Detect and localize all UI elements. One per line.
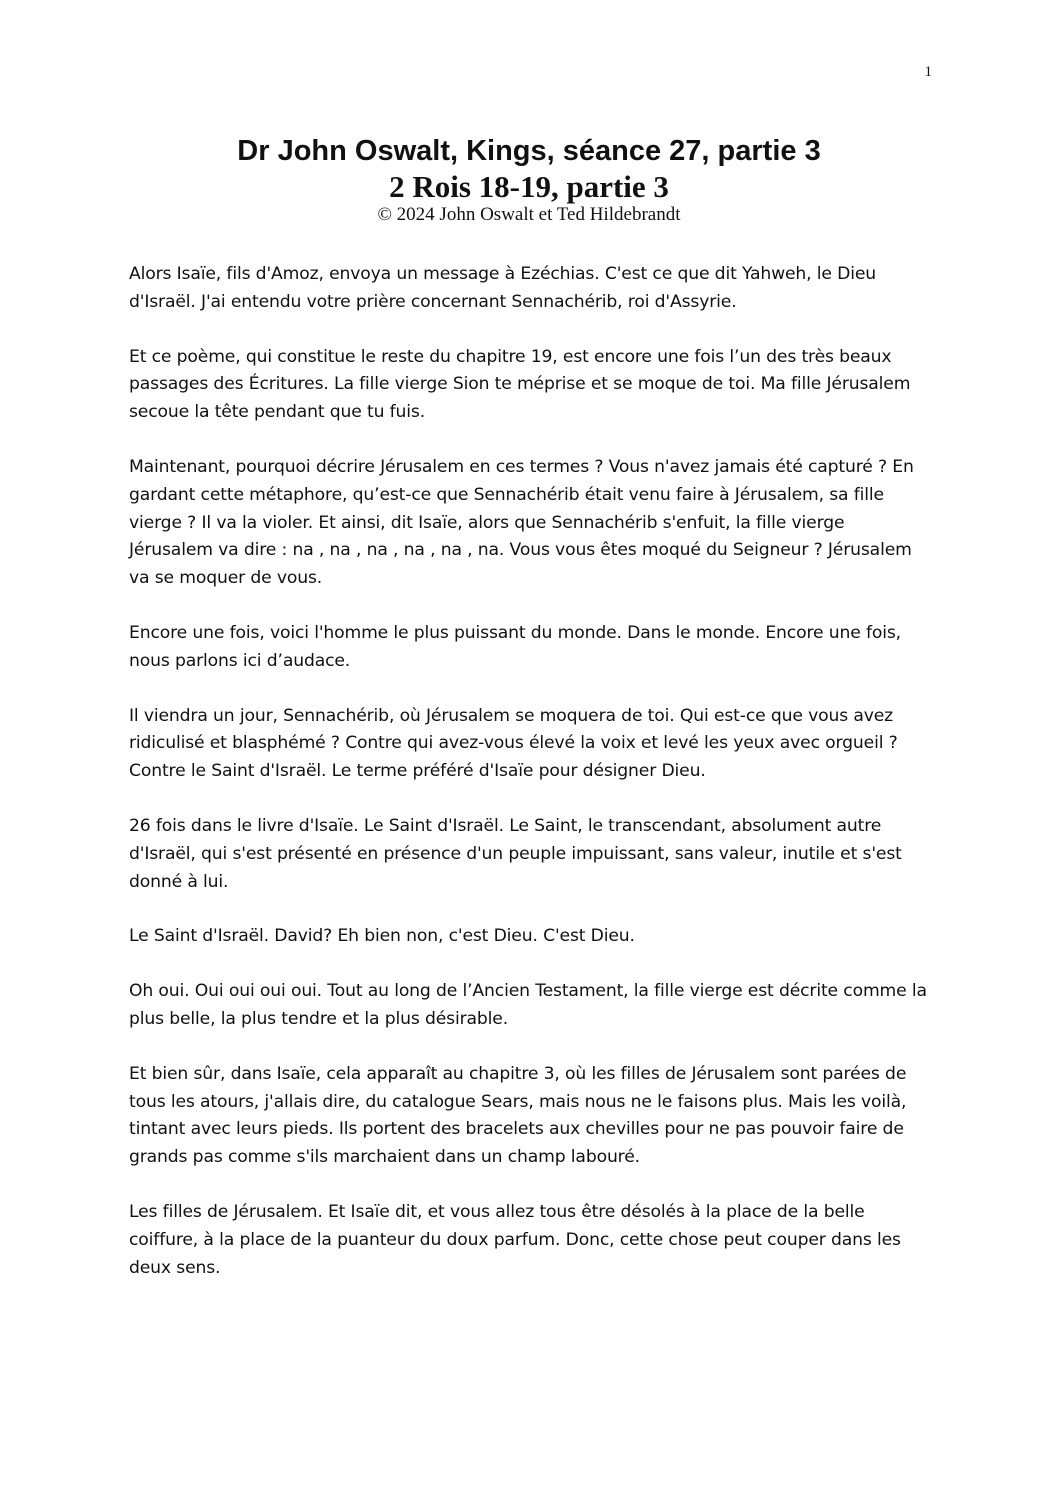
- document-subtitle: 2 Rois 18-19, partie 3: [389, 169, 669, 204]
- paragraph: Et ce poème, qui constitue le reste du chapitre 19, est encore une fois l’un des très beaux passages des Écritures. La fille vierge Sion te méprise et se moque de toi. Ma fille Jérusalem secoue la tête pendant que tu fuis.: [129, 346, 911, 423]
- paragraph: Et bien sûr, dans Isaïe, cela apparaît au chapitre 3, où les filles de Jérusalem sont parées de tous les atours, j'allais dire, du catalogue Sears, mais nous ne le faisons plus. Mais les voilà, tintant avec leurs pieds. Ils portent des bracelets aux chevilles pour ne pas pouvoir faire de grands pas comme s'ils marchaient dans un champ labouré.: [129, 1063, 907, 1168]
- copyright-notice: © 2024 John Oswalt et Ted Hildebrandt: [377, 204, 681, 225]
- paragraph: Oh oui. Oui oui oui oui. Tout au long de l’Ancien Testament, la fille vierge est décrite comme la plus belle, la plus tendre et la plus désirable.: [129, 981, 927, 1029]
- paragraph: Le Saint d'Israël. David? Eh bien non, c'est Dieu. C'est Dieu.: [129, 926, 635, 947]
- paragraph: Alors Isaïe, fils d'Amoz, envoya un message à Ezéchias. C'est ce que dit Yahweh, le Dieu d'Israël. J'ai entendu votre prière concernant Sennachérib, roi d'Assyrie.: [129, 264, 877, 312]
- paragraph: Maintenant, pourquoi décrire Jérusalem en ces termes ? Vous n'avez jamais été capturé ? En gardant cette métaphore, qu’est-ce que Sennachérib était venu faire à Jérusalem, sa fille vierge ? Il va la violer. Et ainsi, dit Isaïe, alors que Sennachérib s'enfuit, la fille vierge Jérusalem va dire : na , na , na , na , na , na. Vous vous êtes moqué du Seigneur ? Jérusalem va se moquer de vous.: [129, 456, 914, 589]
- paragraph: Encore une fois, voici l'homme le plus puissant du monde. Dans le monde. Encore une fois, nous parlons ici d’audace.: [129, 622, 901, 671]
- document-header: [0, 132, 1058, 226]
- document-title: Dr John Oswalt, Kings, séance 27, partie 3: [237, 135, 821, 167]
- paragraph: 26 fois dans le livre d'Isaïe. Le Saint d'Israël. Le Saint, le transcendant, absolument autre d'Israël, qui s'est présenté en présence d'un peuple impuissant, sans valeur, inutile et s'est donné à lui.: [129, 815, 902, 892]
- page-number: 1: [924, 64, 932, 80]
- paragraph: Les filles de Jérusalem. Et Isaïe dit, et vous allez tous être désolés à la place de la belle coiffure, à la place de la puanteur du doux parfum. Donc, cette chose peut couper dans les deux sens.: [129, 1201, 901, 1278]
- paragraph: Il viendra un jour, Sennachérib, où Jérusalem se moquera de toi. Qui est-ce que vous avez ridiculisé et blasphémé ? Contre qui avez-vous élevé la voix et levé les yeux avec orgueil ? Contre le Saint d'Israël. Le terme préféré d'Isaïe pour désigner Dieu.: [129, 705, 898, 782]
- transcript-body: [129, 261, 931, 1309]
